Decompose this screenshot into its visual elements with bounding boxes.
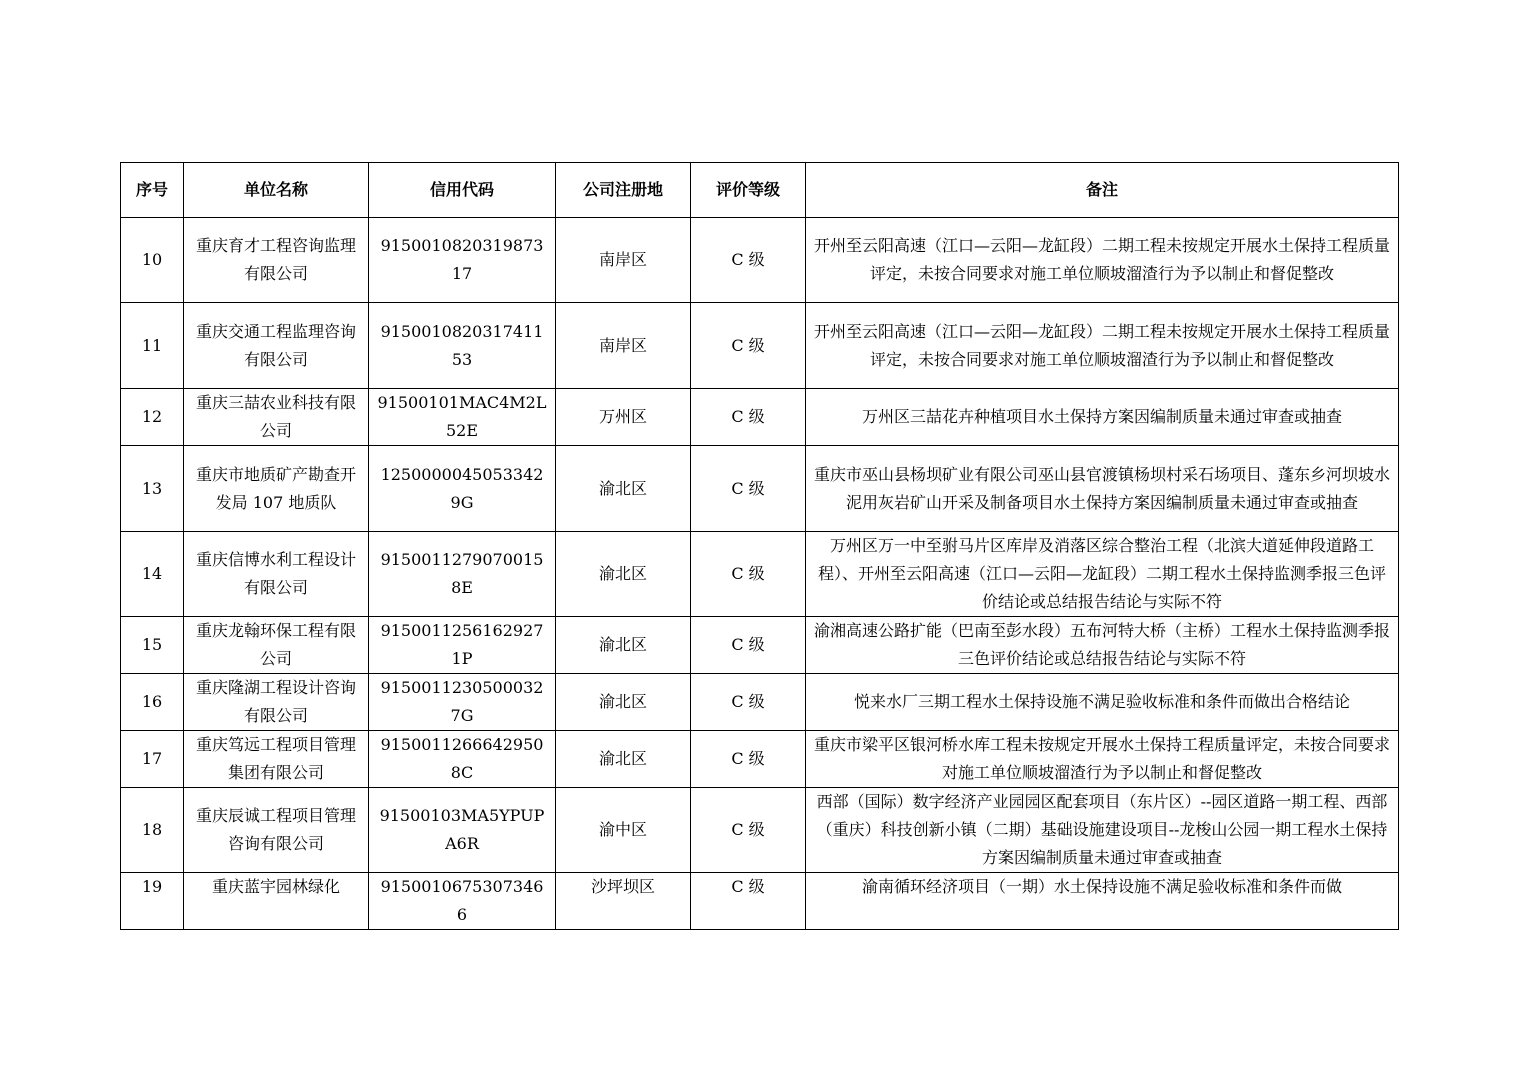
table-row [121, 873, 1399, 930]
table-row [121, 731, 1399, 788]
table-row [121, 674, 1399, 731]
header-grade: 评价等级 [691, 163, 806, 218]
row-name: 重庆交通工程监理咨询有限公司 [184, 303, 369, 389]
table-row [121, 788, 1399, 873]
row-no: 10 [121, 218, 184, 303]
row-no: 16 [121, 674, 184, 731]
row-no: 13 [121, 446, 184, 532]
row-code: 915001082031987317 [369, 218, 556, 303]
row-remark: 西部（国际）数字经济产业园园区配套项目（东片区）--园区道路一期工程、西部（重庆）科技创新小镇（二期）基础设施建设项目--龙梭山公园一期工程水土保持方案因编制质量未通过审查或抽查 [806, 788, 1399, 873]
row-name: 重庆龙翰环保工程有限公司 [184, 617, 369, 674]
row-name: 重庆三喆农业科技有限公司 [184, 389, 369, 446]
row-region: 渝中区 [556, 788, 691, 873]
row-no: 14 [121, 532, 184, 617]
table-row [121, 218, 1399, 303]
row-grade: C 级 [691, 674, 806, 731]
row-region: 渝北区 [556, 674, 691, 731]
row-region: 渝北区 [556, 617, 691, 674]
row-no: 19 [121, 873, 184, 930]
table-row [121, 446, 1399, 532]
row-grade: C 级 [691, 731, 806, 788]
row-name: 重庆辰诚工程项目管理咨询有限公司 [184, 788, 369, 873]
row-remark: 重庆市巫山县杨坝矿业有限公司巫山县官渡镇杨坝村采石场项目、蓬东乡河坝坡水泥用灰岩矿山开采及制备项目水土保持方案因编制质量未通过审查或抽查 [806, 446, 1399, 532]
header-name: 单位名称 [184, 163, 369, 218]
row-region: 沙坪坝区 [556, 873, 691, 930]
row-remark: 万州区万一中至驸马片区库岸及消落区综合整治工程（北滨大道延伸段道路工程）、开州至云阳高速（江口—云阳—龙缸段）二期工程水土保持监测季报三色评价结论或总结报告结论与实际不符 [806, 532, 1399, 617]
row-no: 15 [121, 617, 184, 674]
header-no: 序号 [121, 163, 184, 218]
row-name: 重庆隆湖工程设计咨询有限公司 [184, 674, 369, 731]
row-grade: C 级 [691, 873, 806, 930]
row-remark: 重庆市梁平区银河桥水库工程未按规定开展水土保持工程质量评定，未按合同要求对施工单位顺坡溜渣行为予以制止和督促整改 [806, 731, 1399, 788]
row-code: 91500112561629271P [369, 617, 556, 674]
row-code: 91500101MAC4M2L52E [369, 389, 556, 446]
row-region: 渝北区 [556, 731, 691, 788]
row-code: 91500112305000327G [369, 674, 556, 731]
header-region: 公司注册地 [556, 163, 691, 218]
row-code: 91500103MA5YPUPA6R [369, 788, 556, 873]
row-remark: 渝湘高速公路扩能（巴南至彭水段）五布河特大桥（主桥）工程水土保持监测季报三色评价结论或总结报告结论与实际不符 [806, 617, 1399, 674]
row-grade: C 级 [691, 446, 806, 532]
row-grade: C 级 [691, 788, 806, 873]
table-row [121, 532, 1399, 617]
row-grade: C 级 [691, 617, 806, 674]
row-region: 渝北区 [556, 532, 691, 617]
row-code: 91500112790700158E [369, 532, 556, 617]
row-code: 915001082031741153 [369, 303, 556, 389]
row-region: 南岸区 [556, 218, 691, 303]
table-header-row [121, 163, 1399, 218]
row-remark: 渝南循环经济项目（一期）水土保持设施不满足验收标准和条件而做 [806, 873, 1399, 930]
row-name: 重庆蓝宇园林绿化 [184, 873, 369, 930]
row-name: 重庆育才工程咨询监理有限公司 [184, 218, 369, 303]
row-grade: C 级 [691, 218, 806, 303]
row-no: 18 [121, 788, 184, 873]
table-row [121, 303, 1399, 389]
header-code: 信用代码 [369, 163, 556, 218]
row-remark: 悦来水厂三期工程水土保持设施不满足验收标准和条件而做出合格结论 [806, 674, 1399, 731]
row-name: 重庆市地质矿产勘查开发局 107 地质队 [184, 446, 369, 532]
row-code: 12500000450533429G [369, 446, 556, 532]
row-grade: C 级 [691, 389, 806, 446]
table-row [121, 617, 1399, 674]
row-code: 91500106753073466 [369, 873, 556, 930]
row-remark: 万州区三喆花卉种植项目水土保持方案因编制质量未通过审查或抽查 [806, 389, 1399, 446]
row-grade: C 级 [691, 532, 806, 617]
row-region: 渝北区 [556, 446, 691, 532]
row-no: 17 [121, 731, 184, 788]
row-region: 万州区 [556, 389, 691, 446]
row-code: 91500112666429508C [369, 731, 556, 788]
row-remark: 开州至云阳高速（江口—云阳—龙缸段）二期工程未按规定开展水土保持工程质量评定，未按合同要求对施工单位顺坡溜渣行为予以制止和督促整改 [806, 218, 1399, 303]
row-remark: 开州至云阳高速（江口—云阳—龙缸段）二期工程未按规定开展水土保持工程质量评定，未按合同要求对施工单位顺坡溜渣行为予以制止和督促整改 [806, 303, 1399, 389]
row-no: 11 [121, 303, 184, 389]
header-remark: 备注 [806, 163, 1399, 218]
table-row [121, 389, 1399, 446]
row-no: 12 [121, 389, 184, 446]
credit-evaluation-table [120, 162, 1399, 930]
row-grade: C 级 [691, 303, 806, 389]
row-name: 重庆信博水利工程设计有限公司 [184, 532, 369, 617]
row-region: 南岸区 [556, 303, 691, 389]
row-name: 重庆笃远工程项目管理集团有限公司 [184, 731, 369, 788]
